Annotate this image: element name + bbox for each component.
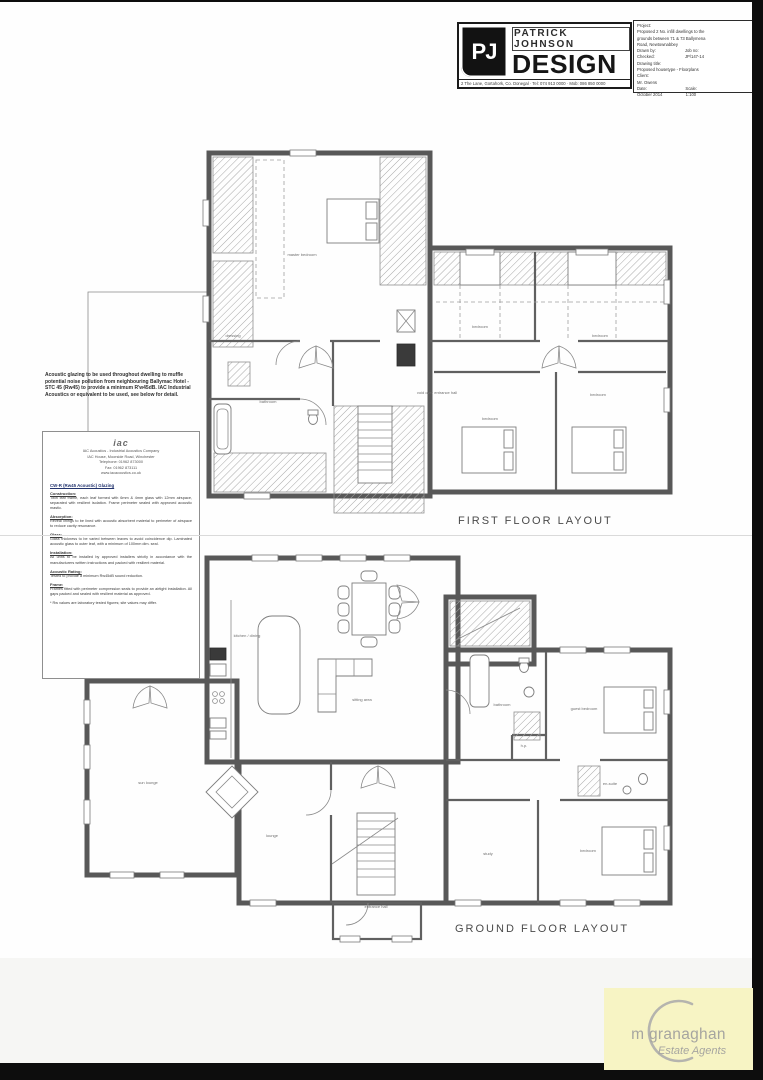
- info-line: October 2014 1:100: [637, 92, 697, 98]
- label-bedroom-3: bedroom: [590, 392, 606, 397]
- label-guest-bedroom: guest bedroom: [570, 706, 598, 711]
- sofa: [318, 659, 372, 712]
- info-line: Proposed housetype - Floorplans: [637, 67, 699, 73]
- label-sitting: sitting area: [352, 697, 372, 702]
- double-door-landing: [299, 346, 333, 368]
- label-ensuite: en-suite: [602, 781, 618, 786]
- ground-floor-title: GROUND FLOOR LAYOUT: [455, 923, 630, 935]
- ground-floor-stairs-annex: [450, 601, 530, 646]
- flue-symbols: [397, 310, 415, 366]
- spec-section-body: Glass thickness to be varied between leaves to avoid coincidence dip. Laminated acoustic glass to outer leaf, with a minimum of 100mm dim. seal.: [50, 537, 192, 547]
- info-line: Client:: [637, 73, 649, 79]
- spec-heading: CW-R (Rw45 Acoustic) Glazing: [50, 482, 115, 488]
- first-floor-shower: [228, 362, 250, 386]
- info-line: Drawn by: Job no:: [637, 48, 699, 54]
- kitchen-units: [210, 648, 226, 739]
- architect-name: PATRICK JOHNSON: [512, 27, 630, 51]
- info-line: Date: Scale:: [637, 85, 698, 91]
- info-line: Drawing title:: [637, 60, 662, 66]
- scan-edge-right: [752, 0, 763, 1080]
- label-dressing: dressing: [225, 333, 241, 338]
- drawing-info-box: [633, 20, 760, 98]
- architect-design-wordmark: DESIGN: [512, 48, 617, 79]
- info-line: Mr. Owens: [637, 79, 658, 85]
- info-line: Proposed 2 No. infill dwellings to the: [637, 29, 705, 35]
- first-floor-bathtub: [214, 404, 231, 454]
- double-door-corridor: [542, 346, 576, 368]
- label-study: study: [483, 851, 493, 856]
- label-ff-bathroom: bathroom: [259, 399, 277, 404]
- estate-agent-logo: [604, 988, 753, 1070]
- spec-section-body: Twin leaf frame, each leaf formed with 6mm & 4mm glass with 12mm airspace, separated with resilient isolation. Frame perimeter sealed with approved acoustic mastic.: [50, 495, 192, 510]
- sun-lounge-double-door: [133, 686, 167, 708]
- agent-name: m granaghan: [631, 1026, 726, 1043]
- iac-contact-line: IAC House, Moorside Road, Winchester: [87, 454, 155, 459]
- iac-contact-line: Telephone: 01962 873000: [99, 460, 143, 464]
- spec-section: [50, 582, 192, 597]
- spec-section-body: Tested to provide a minimum Rw45dB sound reduction.: [50, 573, 144, 578]
- ground-bedroom-bed: [602, 827, 656, 875]
- door-swing-lounge: [306, 790, 331, 815]
- entrance-stairs: [332, 813, 398, 895]
- guest-bed: [604, 687, 656, 733]
- acoustic-spec-box: [42, 431, 200, 679]
- label-bedroom-4: bedroom: [482, 416, 498, 421]
- architect-title-block: [457, 22, 632, 89]
- scan-edge-top: [0, 0, 763, 2]
- label-lounge: lounge: [265, 833, 279, 838]
- iac-contact-lines: [50, 449, 192, 477]
- label-hotpress: h.p.: [520, 743, 528, 748]
- acoustic-note-callout: Acoustic glazing to be used throughout dwelling to muffle potential noise pollution from neighbouring Ballymac Hotel - STC 45 (Rw45) to provide a minimum R'w45dB. IAC Industrial Acoustics or equivalent to be used, see below for detail.: [45, 372, 191, 398]
- spec-section-heading: Installation:: [50, 550, 73, 556]
- spec-section-body: Frames fitted with perimeter compression seals to provide an airtight installation. All gaps packed and sealed with resilient material as approved.: [50, 586, 192, 596]
- spec-section: [50, 550, 192, 565]
- spec-section-heading: Frame:: [50, 581, 64, 587]
- info-line: Road, Newtownabbey: [637, 41, 678, 47]
- spec-sections: [50, 491, 192, 598]
- info-line: Project:: [637, 23, 652, 28]
- ground-floor-bathroom-fittings: [470, 655, 540, 740]
- bedroom-bed-left: [462, 427, 516, 473]
- spec-section-body: Reveal linings to be lined with acoustic absorbent material to perimeter of airspace to reduce cavity resonance.: [50, 518, 192, 528]
- piano: [206, 766, 258, 818]
- label-gf-bedroom: bedroom: [580, 848, 596, 853]
- spec-footnote: * Rw values are laboratory tested figures; site values may differ.: [50, 601, 157, 605]
- label-bedroom-2: bedroom: [592, 333, 608, 338]
- spec-section-heading: Absorption:: [50, 513, 73, 519]
- info-line: grounds between 71 & 73 Ballymena: [637, 35, 706, 41]
- iac-logo: iac: [113, 438, 129, 448]
- bedroom-bed-right: [572, 427, 626, 473]
- spec-section-heading: Acoustic Rating:: [50, 568, 82, 574]
- door-swing-dressing: [276, 341, 300, 365]
- first-floor-stairwell: [334, 406, 424, 513]
- first-floor-toilet: [308, 410, 318, 425]
- label-kitchen: kitchen / dining: [233, 633, 261, 638]
- iac-contact-line: IAC Acoustics - Industrial Acoustics Company: [82, 449, 160, 453]
- label-gf-bathroom: bathroom: [493, 702, 511, 707]
- spec-section: [50, 491, 192, 511]
- spec-section: [50, 514, 192, 529]
- iac-contact-line: Fax: 01962 873111: [104, 465, 138, 470]
- spec-section: [50, 569, 192, 579]
- architect-contact-line: 2 The Lane, Gortahork, Co. Donegal · Tel: 074 913 0000 · Mob: 086 850 0000: [459, 79, 630, 87]
- label-bedroom-1: bedroom: [472, 324, 488, 329]
- spec-section-body: All units to be installed by approved installers strictly in accordance with the manufacturers written instructions and packed with resilient material.: [50, 555, 192, 565]
- first-floor-plan: [203, 150, 670, 527]
- master-bed: [327, 199, 379, 243]
- dining-table: [338, 571, 400, 647]
- note-leader-line: [88, 292, 207, 432]
- label-sun-lounge: sun lounge: [138, 780, 158, 785]
- label-entrance-hall: entrance hall: [364, 904, 388, 909]
- label-master-bedroom: master bedroom: [287, 252, 317, 257]
- first-floor-title: FIRST FLOOR LAYOUT: [458, 515, 613, 527]
- label-void: void over entrance hall: [416, 390, 458, 395]
- agent-tagline: Estate Agents: [658, 1045, 727, 1057]
- spec-section-heading: Construction:: [50, 490, 77, 496]
- scan-fold-line: [0, 535, 763, 536]
- kitchen-island: [258, 616, 300, 714]
- pj-logo: PJ: [461, 26, 507, 77]
- info-line: Checked: JP/147-14: [637, 54, 705, 60]
- iac-contact-line: www.iacacoustics.co.uk: [101, 471, 141, 475]
- lounge-double-door: [361, 766, 395, 788]
